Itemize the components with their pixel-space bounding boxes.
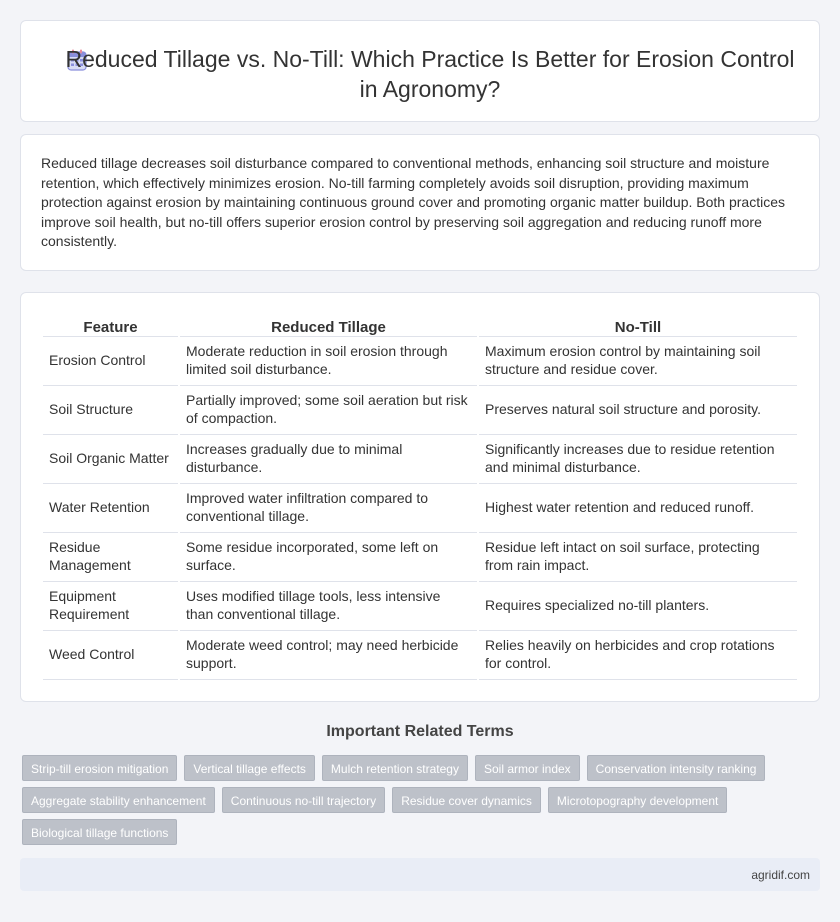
reduced-tillage-cell: Moderate weed control; may need herbicide support.: [180, 631, 477, 680]
related-term-tag[interactable]: Vertical tillage effects: [184, 755, 315, 781]
related-term-tag[interactable]: Microtopography development: [548, 787, 727, 813]
table-row: [43, 386, 797, 435]
table-row: [43, 435, 797, 484]
no-till-cell: Highest water retention and reduced runoff.: [479, 484, 797, 533]
feature-cell: Residue Management: [43, 533, 178, 582]
related-term-tag[interactable]: Conservation intensity ranking: [587, 755, 766, 781]
comparison-table: [41, 313, 799, 680]
feature-cell: Soil Structure: [43, 386, 178, 435]
reduced-tillage-cell: Improved water infiltration compared to conventional tillage.: [180, 484, 477, 533]
site-link[interactable]: agridif.com: [751, 868, 810, 882]
reduced-tillage-cell: Some residue incorporated, some left on surface.: [180, 533, 477, 582]
related-term-tag[interactable]: Soil armor index: [475, 755, 580, 781]
no-till-cell: Relies heavily on herbicides and crop rotations for control.: [479, 631, 797, 680]
related-term-tag[interactable]: Mulch retention strategy: [322, 755, 468, 781]
related-term-tag[interactable]: Biological tillage functions: [22, 819, 177, 845]
summary-card: [20, 134, 820, 271]
no-till-cell: Residue left intact on soil surface, protecting from rain impact.: [479, 533, 797, 582]
header-no-till: No-Till: [479, 313, 797, 337]
table-header-row: [43, 313, 797, 337]
related-term-tag[interactable]: Continuous no-till trajectory: [222, 787, 385, 813]
feature-cell: Soil Organic Matter: [43, 435, 178, 484]
title-card: [20, 20, 820, 122]
related-term-tag[interactable]: Strip-till erosion mitigation: [22, 755, 177, 781]
comparison-card: [20, 292, 820, 702]
reduced-tillage-cell: Increases gradually due to minimal disturbance.: [180, 435, 477, 484]
table-row: [43, 337, 797, 386]
related-terms-heading: Important Related Terms: [326, 723, 514, 740]
no-till-cell: Significantly increases due to residue retention and minimal disturbance.: [479, 435, 797, 484]
summary-text: Reduced tillage decreases soil disturbance compared to conventional methods, enhancing soil structure and moisture retention, which effectively minimizes erosion. No-till farming completely avoids soil disruption, providing maximum protection against erosion by maintaining continuous ground cover and promoting organic matter buildup. Both practices improve soil health, but no-till offers superior erosion control by preserving soil aggregation and reducing runoff more consistently.: [41, 155, 785, 250]
footer: [20, 858, 820, 891]
no-till-cell: Maximum erosion control by maintaining soil structure and residue cover.: [479, 337, 797, 386]
related-terms-list: [22, 755, 802, 845]
no-till-cell: Preserves natural soil structure and porosity.: [479, 386, 797, 435]
table-row: [43, 533, 797, 582]
feature-cell: Water Retention: [43, 484, 178, 533]
header-reduced-tillage: Reduced Tillage: [180, 313, 477, 337]
header-feature: Feature: [43, 313, 178, 337]
reduced-tillage-cell: Moderate reduction in soil erosion through limited soil disturbance.: [180, 337, 477, 386]
feature-cell: Erosion Control: [43, 337, 178, 386]
page-title: Reduced Tillage vs. No-Till: Which Practice Is Better for Erosion Control in Agronomy?: [65, 46, 795, 102]
reduced-tillage-cell: Uses modified tillage tools, less intensive than conventional tillage.: [180, 582, 477, 631]
no-till-cell: Requires specialized no-till planters.: [479, 582, 797, 631]
table-row: [43, 631, 797, 680]
table-row: [43, 582, 797, 631]
feature-cell: Weed Control: [43, 631, 178, 680]
related-term-tag[interactable]: Residue cover dynamics: [392, 787, 541, 813]
reduced-tillage-cell: Partially improved; some soil aeration but risk of compaction.: [180, 386, 477, 435]
table-row: [43, 484, 797, 533]
related-term-tag[interactable]: Aggregate stability enhancement: [22, 787, 215, 813]
feature-cell: Equipment Requirement: [43, 582, 178, 631]
